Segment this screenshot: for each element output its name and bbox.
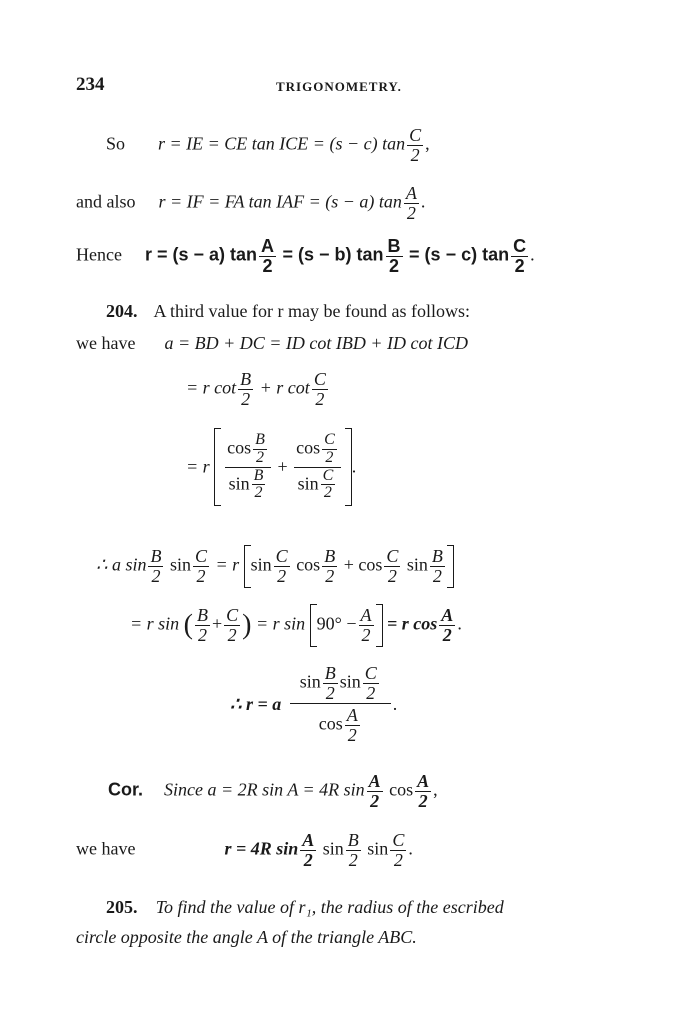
eq-line-3: Hence r = (s − a) tan $\frac{A}{2}$ = (s − b) tan $\frac{B}{2}$ = (s − c) tan $\frac{C}{2}$ . [76, 236, 535, 276]
eq-line-5: we have a = BD + DC = ID cot IBD + ID cot ICD [76, 333, 469, 353]
eq-line-2: and also r = IF = FA tan IAF = (s − a) tan $\frac{A}{2}$ . [76, 183, 426, 223]
article-204: 204. A third value for r may be found as follows: [106, 301, 470, 321]
eq-line-7: = r cos $\frac{B}{2}$ sin $\frac{B}{2}$ + cos $\frac{C}{2}$ sin $\frac{C}{2}$ . [186, 428, 356, 506]
article-205-line-1: 205. To find the value of r₁, the radius of the escribed [106, 897, 504, 917]
article-205-line-2: circle opposite the angle A of the triangle ABC. [76, 927, 417, 947]
eq-line-8: ∴ a sin $\frac{B}{2}$ sin $\frac{C}{2}$ = r sin $\frac{C}{2}$ cos $\frac{B}{2}$ + cos $\frac{C}{2}$ sin $\frac{B}{2}$ [96, 545, 454, 588]
page-number: 234 [76, 74, 105, 95]
square-bracket: cos $\frac{B}{2}$ sin $\frac{B}{2}$ + cos $\frac{C}{2}$ sin $\frac{C}{2}$ [214, 428, 352, 506]
eq-line-10: ∴ r = a sin $\frac{B}{2}$ sin $\frac{C}{2}$ cos $\frac{A}{2}$ . [230, 663, 398, 745]
eq-line-6: = r cot $\frac{B}{2}$ + r cot $\frac{C}{2}$ [186, 369, 326, 409]
eq-line-1: So r = IE = CE tan ICE = (s − c) tan $\frac{C}{2}$ , [106, 125, 430, 165]
eq-line-9: = r sin ( $\frac{B}{2}$ + $\frac{C}{2}$ ) = r sin 90° − $\frac{A}{2}$ = r cos $\frac{A}{2}$ . [130, 605, 462, 645]
corollary-line: Cor. Since a = 2R sin A = 4R sin $\frac{A}{2}$ cos $\frac{A}{2}$ , [108, 771, 438, 811]
running-title: TRIGONOMETRY. [276, 79, 402, 94]
eq-line-12: we have r = 4R sin $\frac{A}{2}$ sin $\frac{B}{2}$ sin $\frac{C}{2}$ . [76, 830, 413, 870]
